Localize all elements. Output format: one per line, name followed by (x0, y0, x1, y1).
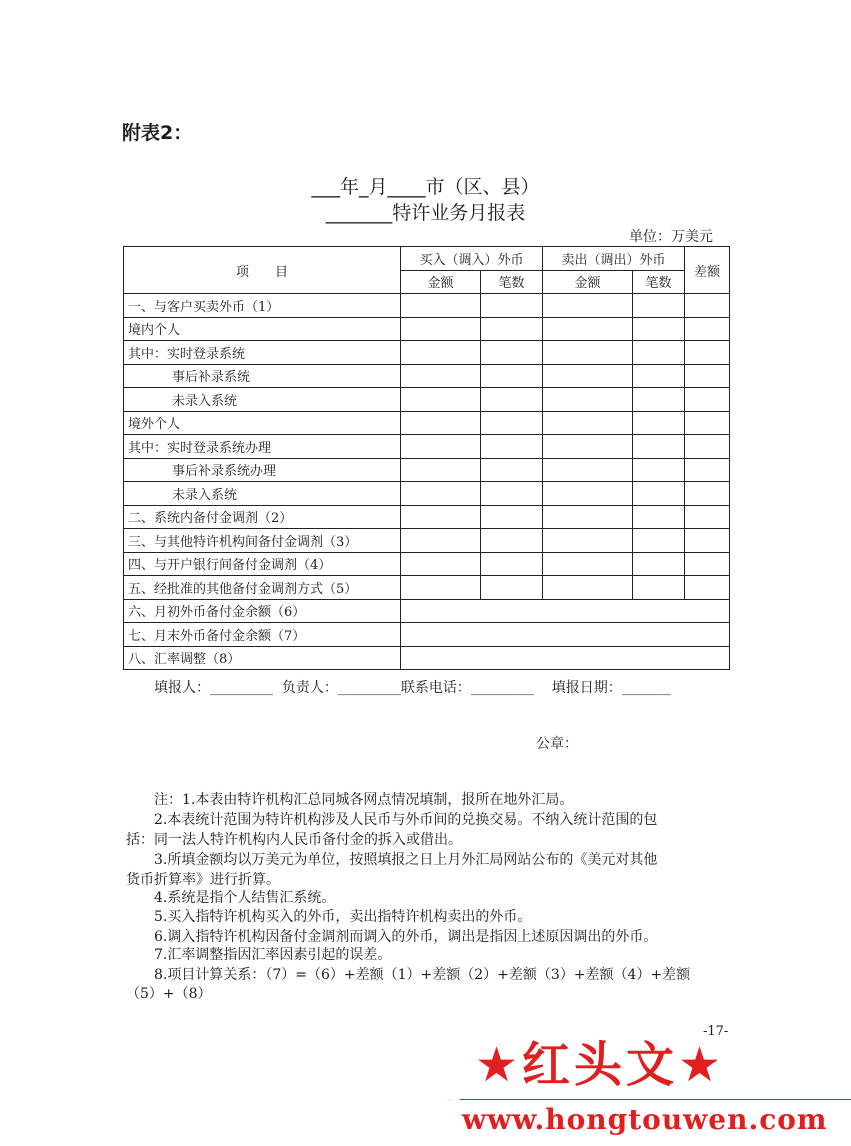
watermark-url: www.hongtouwen.com (462, 1103, 828, 1136)
value-cell[interactable] (481, 411, 543, 435)
value-cell[interactable] (481, 552, 543, 576)
value-cell[interactable] (633, 294, 685, 318)
header-buy: 买入（调入）外币 (401, 247, 543, 271)
row-label: 境内个人 (124, 317, 401, 341)
value-cell[interactable] (685, 505, 730, 529)
value-cell[interactable] (543, 505, 633, 529)
page-number: -17- (703, 1024, 729, 1039)
row-label: 事后补录系统办理 (124, 458, 401, 482)
header-item: 项 目 (124, 247, 401, 294)
value-cell[interactable] (633, 529, 685, 553)
value-cell[interactable] (481, 317, 543, 341)
note-line: 2.本表统计范围为特许机构涉及人民币与外币间的兑换交易。不纳入统计范围的包 (154, 812, 658, 828)
report-title-line1: ___年_月____市（区、县） (311, 176, 540, 198)
note-line: 括：同一法人特许机构内人民币备付金的拆入或借出。 (126, 832, 462, 848)
value-cell[interactable] (633, 552, 685, 576)
value-cell[interactable] (401, 599, 730, 623)
row-label: 三、与其他特许机构间备付金调剂（3） (124, 529, 401, 553)
row-label: 一、与客户买卖外币（1） (124, 294, 401, 318)
table-row (124, 576, 730, 600)
watermark-title: ★红头文★ (475, 1037, 726, 1093)
value-cell[interactable] (543, 364, 633, 388)
value-cell[interactable] (685, 411, 730, 435)
value-cell[interactable] (633, 388, 685, 412)
value-cell[interactable] (401, 317, 481, 341)
header-sell: 卖出（调出）外币 (543, 247, 685, 271)
value-cell[interactable] (543, 388, 633, 412)
value-cell[interactable] (401, 646, 730, 670)
value-cell[interactable] (685, 364, 730, 388)
value-cell[interactable] (401, 411, 481, 435)
table-row (124, 599, 730, 623)
value-cell[interactable] (543, 576, 633, 600)
row-label: 其中：实时登录系统 (124, 341, 401, 365)
value-cell[interactable] (401, 576, 481, 600)
value-cell[interactable] (481, 505, 543, 529)
value-cell[interactable] (481, 576, 543, 600)
header-buy-count: 笔数 (481, 270, 543, 294)
signature-line: 填报人：_________ 负责人：_________联系电话：_________ 填报日期：_______ (154, 680, 671, 696)
value-cell[interactable] (401, 388, 481, 412)
value-cell[interactable] (685, 435, 730, 459)
header-sell-count: 笔数 (633, 270, 685, 294)
value-cell[interactable] (633, 482, 685, 506)
table-row (124, 529, 730, 553)
row-label: 其中：实时登录系统办理 (124, 435, 401, 459)
note-line: 5.买入指特许机构买入的外币，卖出指特许机构卖出的外币。 (154, 909, 532, 925)
value-cell[interactable] (481, 529, 543, 553)
value-cell[interactable] (685, 388, 730, 412)
value-cell[interactable] (401, 458, 481, 482)
header-diff: 差额 (685, 247, 730, 294)
monthly-report-table (123, 246, 730, 670)
value-cell[interactable] (481, 294, 543, 318)
value-cell[interactable] (481, 341, 543, 365)
value-cell[interactable] (543, 341, 633, 365)
value-cell[interactable] (543, 529, 633, 553)
table-row (124, 552, 730, 576)
value-cell[interactable] (633, 505, 685, 529)
value-cell[interactable] (685, 552, 730, 576)
table-row (124, 341, 730, 365)
value-cell[interactable] (401, 341, 481, 365)
row-label: 未录入系统 (124, 388, 401, 412)
table-row (124, 317, 730, 341)
value-cell[interactable] (543, 435, 633, 459)
value-cell[interactable] (401, 294, 481, 318)
value-cell[interactable] (401, 482, 481, 506)
report-title-line2: _______特许业务月报表 (325, 202, 526, 224)
value-cell[interactable] (543, 411, 633, 435)
value-cell[interactable] (481, 388, 543, 412)
table-row (124, 482, 730, 506)
row-label: 未录入系统 (124, 482, 401, 506)
value-cell[interactable] (633, 411, 685, 435)
value-cell[interactable] (481, 458, 543, 482)
value-cell[interactable] (685, 294, 730, 318)
note-line: 注：1.本表由特许机构汇总同城各网点情况填制，报所在地外汇局。 (154, 792, 574, 808)
row-label: 六、月初外币备付金余额（6） (124, 599, 401, 623)
table-row (124, 623, 730, 647)
row-label: 五、经批准的其他备付金调剂方式（5） (124, 576, 401, 600)
value-cell[interactable] (633, 364, 685, 388)
value-cell[interactable] (481, 482, 543, 506)
value-cell[interactable] (633, 576, 685, 600)
value-cell[interactable] (401, 505, 481, 529)
attachment-label: 附表2： (122, 122, 193, 144)
row-label: 二、系统内备付金调剂（2） (124, 505, 401, 529)
table-row (124, 646, 730, 670)
row-label: 七、月末外币备付金余额（7） (124, 623, 401, 647)
official-seal-label: 公章： (536, 736, 578, 752)
value-cell[interactable] (543, 294, 633, 318)
table-row (124, 364, 730, 388)
value-cell[interactable] (633, 341, 685, 365)
row-label: 四、与开户银行间备付金调剂（4） (124, 552, 401, 576)
value-cell[interactable] (633, 435, 685, 459)
value-cell[interactable] (401, 623, 730, 647)
value-cell[interactable] (685, 482, 730, 506)
value-cell[interactable] (685, 576, 730, 600)
note-line: 8.项目计算关系：（7）=（6）+差额（1）+差额（2）+差额（3）+差额（4）+差额 (154, 967, 691, 983)
value-cell[interactable] (633, 458, 685, 482)
header-sell-amount: 金额 (543, 270, 633, 294)
value-cell[interactable] (543, 552, 633, 576)
value-cell[interactable] (685, 458, 730, 482)
note-line: （5）+（8） (126, 986, 212, 1002)
unit-label: 单位：万美元 (629, 229, 713, 245)
value-cell[interactable] (481, 364, 543, 388)
value-cell[interactable] (543, 317, 633, 341)
row-label: 事后补录系统 (124, 364, 401, 388)
table-row (124, 458, 730, 482)
value-cell[interactable] (481, 435, 543, 459)
note-line: 4.系统是指个人结售汇系统。 (154, 890, 336, 906)
value-cell[interactable] (543, 458, 633, 482)
row-label: 境外个人 (124, 411, 401, 435)
note-line: 货币折算率》进行折算。 (126, 872, 280, 888)
value-cell[interactable] (401, 435, 481, 459)
table-row (124, 411, 730, 435)
value-cell[interactable] (685, 341, 730, 365)
note-line: 7.汇率调整指因汇率因素引起的误差。 (154, 947, 392, 963)
value-cell[interactable] (543, 482, 633, 506)
note-line: 3.所填金额均以万美元为单位，按照填报之日上月外汇局网站公布的《美元对其他 (154, 852, 658, 868)
watermark-divider (460, 1099, 851, 1100)
note-line: 6.调入指特许机构因备付金调剂而调入的外币，调出是指因上述原因调出的外币。 (154, 929, 658, 945)
row-label: 八、汇率调整（8） (124, 646, 401, 670)
table-row (124, 294, 730, 318)
value-cell[interactable] (633, 317, 685, 341)
value-cell[interactable] (685, 317, 730, 341)
value-cell[interactable] (401, 364, 481, 388)
table-row (124, 388, 730, 412)
value-cell[interactable] (685, 529, 730, 553)
header-buy-amount: 金额 (401, 270, 481, 294)
value-cell[interactable] (401, 552, 481, 576)
table-row (124, 505, 730, 529)
table-row (124, 435, 730, 459)
value-cell[interactable] (401, 529, 481, 553)
